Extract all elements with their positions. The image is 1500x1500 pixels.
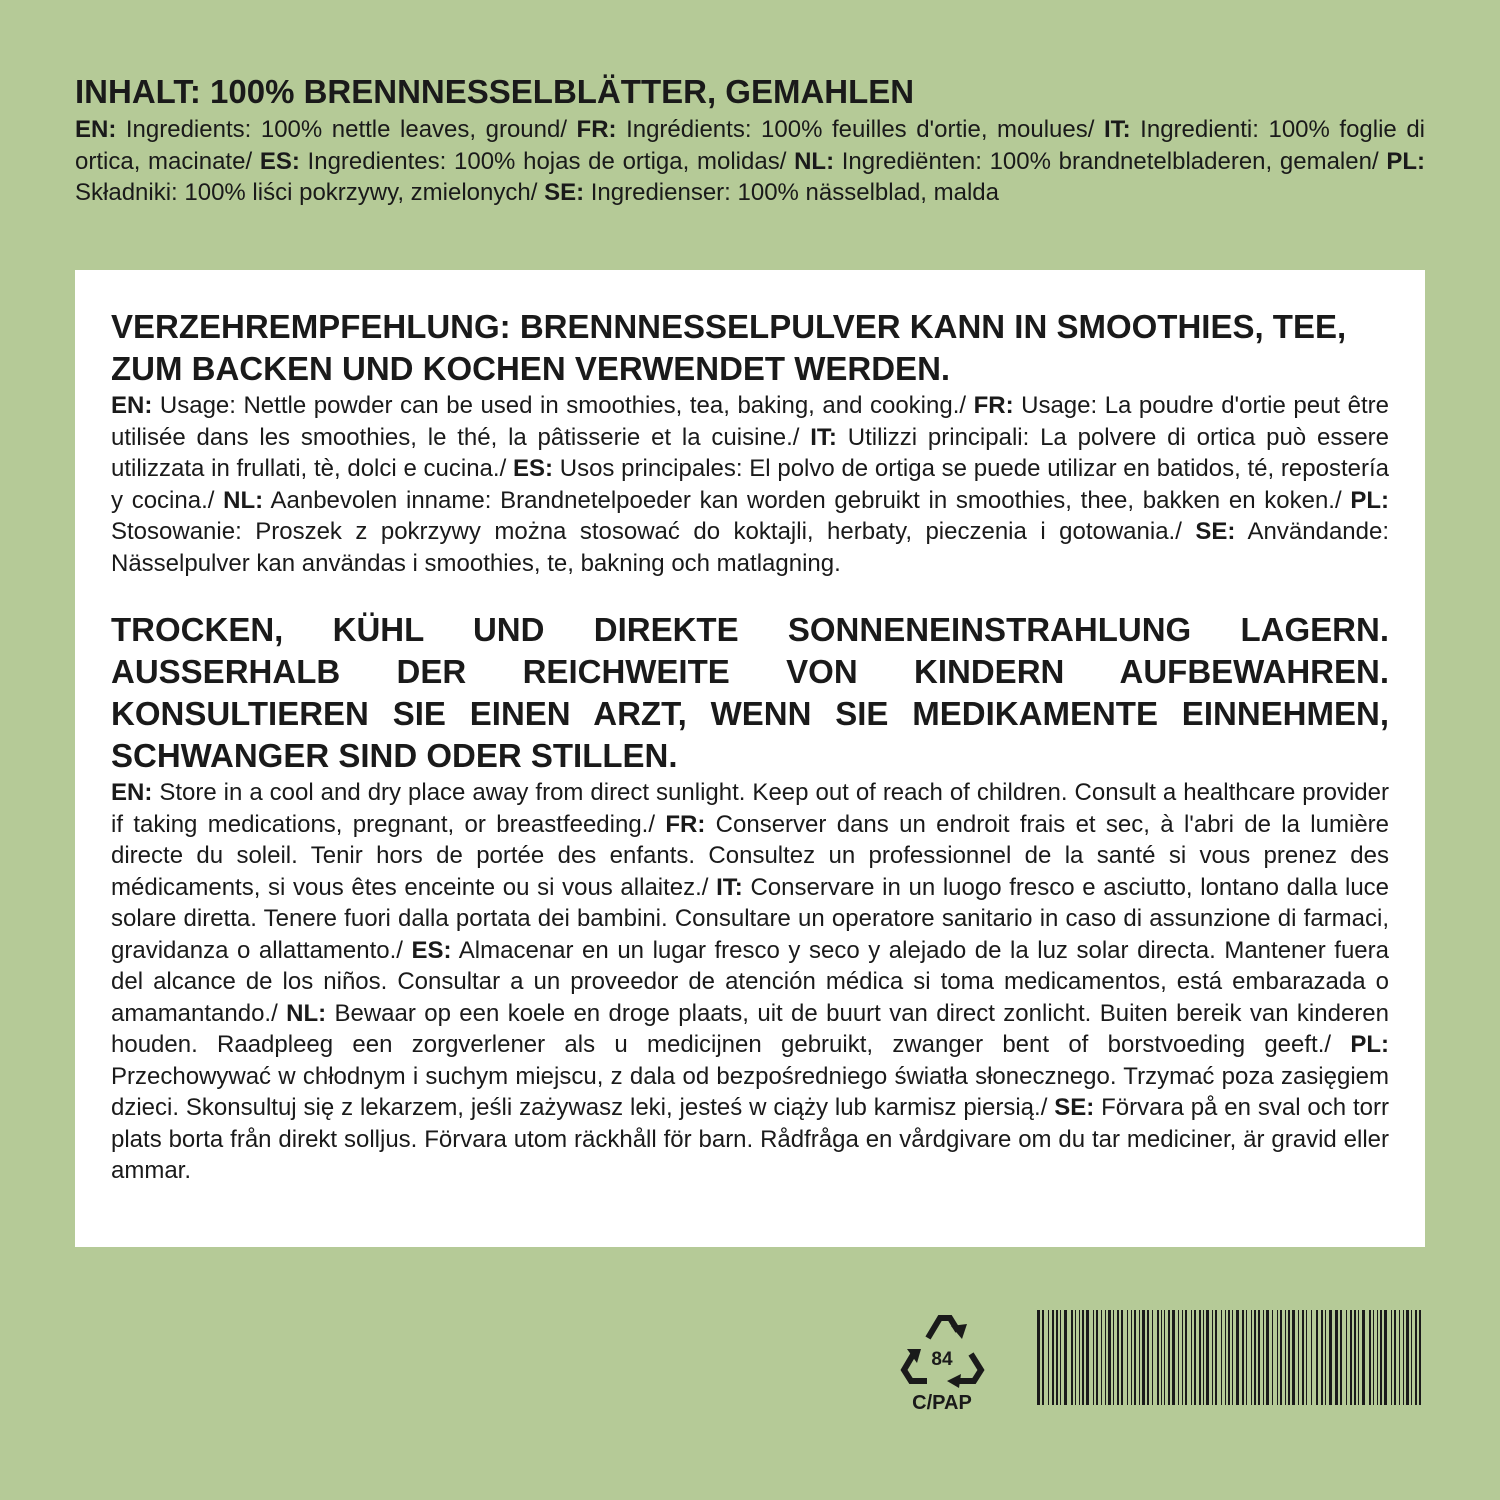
barcode-bar bbox=[1168, 1310, 1170, 1405]
translation-text: Förvara på en sval och torr plats borta från direkt solljus. Förvara utom räckhåll för barn. Rådfråga en vårdgivare om du tar mediciner, är gravid eller ammar. bbox=[111, 1094, 1389, 1184]
translation-text: Usage: La poudre d'ortie peut être utilisée dans les smoothies, le thé, la pâtisserie et la cuisine./ bbox=[111, 392, 1389, 451]
recycling-code: C/PAP bbox=[912, 1392, 972, 1414]
barcode-bar bbox=[1419, 1310, 1421, 1405]
barcode-bar bbox=[1292, 1310, 1295, 1405]
translation-text: Usage: Nettle powder can be used in smoothies, tea, baking, and cooking./ bbox=[152, 392, 974, 419]
barcode-bar bbox=[1199, 1310, 1201, 1405]
language-code: IT: bbox=[1103, 116, 1131, 143]
barcode-bar bbox=[1311, 1310, 1312, 1405]
barcode-bar bbox=[1403, 1310, 1404, 1405]
barcode-bar bbox=[1277, 1310, 1278, 1405]
translation-text: Store in a cool and dry place away from direct sunlight. Keep out of reach of children. Consult a healthcare provider if taking medications, pregnant, or breastfeeding./ bbox=[111, 779, 1389, 838]
barcode-bar bbox=[1369, 1310, 1371, 1405]
translation-text: Przechowywać w chłodnym i suchym miejscu, z dala od bezpośredniego światła słonecznego. Trzymać poza zasięgiem dzieci. Skonsultuj się z lekarzem, jeśli zażywasz leki, jesteś w ciąży lub karmisz piersią./ bbox=[111, 1062, 1389, 1121]
barcode-bar bbox=[1071, 1310, 1073, 1405]
barcode-bar bbox=[1406, 1310, 1409, 1405]
translation-text: Utilizzi principali: La polvere di ortica può essere utilizzata in frullati, tè, dolci e cucina./ bbox=[111, 423, 1390, 482]
barcode-bar bbox=[1350, 1310, 1352, 1405]
barcode-bar bbox=[1082, 1310, 1084, 1405]
barcode-bar bbox=[1215, 1310, 1217, 1405]
barcode-bar bbox=[1358, 1310, 1359, 1405]
barcode-bar bbox=[1242, 1310, 1244, 1405]
barcode-bar bbox=[1377, 1310, 1378, 1405]
barcode-bar bbox=[1228, 1310, 1230, 1405]
barcode-bar bbox=[1157, 1310, 1159, 1405]
language-code: SE: bbox=[1195, 518, 1236, 545]
translation-text: Stosowanie: Proszek z pokrzywy można stosować do koktajli, herbaty, pieczenia i gotowania./ bbox=[111, 518, 1196, 545]
info-card bbox=[75, 270, 1425, 1247]
storage-section bbox=[111, 609, 1389, 1187]
barcode-bar bbox=[1093, 1310, 1094, 1405]
barcode-bar bbox=[1380, 1310, 1382, 1405]
translation-text: Usos principales: El polvo de ortiga se puede utilizar en batidos, té, repostería y cocina./ bbox=[111, 455, 1389, 514]
barcode-bar bbox=[1206, 1310, 1209, 1405]
barcode-bar bbox=[1285, 1310, 1286, 1405]
barcode-bar bbox=[1079, 1310, 1080, 1405]
language-code: NL: bbox=[223, 486, 264, 514]
language-code: IT: bbox=[810, 423, 837, 451]
barcode-bar bbox=[1185, 1310, 1187, 1405]
barcode-bar bbox=[1340, 1310, 1342, 1405]
barcode-bar bbox=[1052, 1310, 1054, 1405]
barcode-bar bbox=[1164, 1310, 1165, 1405]
barcode-bar bbox=[1280, 1310, 1282, 1405]
language-code: SE: bbox=[544, 179, 585, 206]
barcode-bar bbox=[1105, 1310, 1106, 1405]
barcode-bar bbox=[1056, 1310, 1058, 1405]
language-code: PL: bbox=[1350, 1031, 1389, 1058]
barcode-bar bbox=[1251, 1310, 1252, 1405]
barcode-bar bbox=[1096, 1310, 1098, 1405]
packaging-footer bbox=[0, 1300, 1500, 1430]
barcode-bar bbox=[1127, 1310, 1128, 1405]
barcode-bar bbox=[1042, 1310, 1044, 1405]
translation-text: Conserver dans un endroit frais et sec, à l'abri de la lumière directe du soleil. Tenir hors de portée des enfants. Consultez un professionnel de la santé si vous prenez des médicaments, si vous êtes enceinte ou si vous allaitez./ bbox=[111, 810, 1390, 901]
barcode-bar bbox=[1399, 1310, 1400, 1405]
barcode-bar bbox=[1131, 1310, 1132, 1405]
barcode-bar bbox=[1060, 1310, 1061, 1405]
language-code: EN: bbox=[111, 779, 153, 806]
ingredients-section bbox=[75, 70, 1425, 209]
barcode-bar bbox=[1298, 1310, 1299, 1405]
language-code: EN: bbox=[111, 392, 153, 419]
translation-text: Ingredienti: 100% foglie di ortica, macinate/ bbox=[75, 116, 1425, 175]
barcode-bar bbox=[1121, 1310, 1123, 1405]
recycling-triangle-icon bbox=[895, 1308, 990, 1418]
barcode-bar bbox=[1272, 1310, 1273, 1405]
translation-text: Ingredients: 100% nettle leaves, ground/ bbox=[116, 116, 577, 143]
barcode-icon bbox=[1035, 1310, 1425, 1405]
translation-text: Bewaar op een koele en droge plaats, uit de buurt van direct zonlicht. Buiten bereik van kinderen houden. Raadpleeg een zorgverlener als u medicijnen gebruikt, zwanger bent of borstvoeding geeft./ bbox=[111, 999, 1389, 1058]
barcode-bar bbox=[1329, 1310, 1332, 1405]
language-code: EN: bbox=[75, 116, 117, 143]
language-code: FR: bbox=[576, 116, 617, 143]
storage-heading: TROCKEN, KÜHL UND DIREKTE SONNENEINSTRAHLUNG LAGERN. AUSSERHALB DER REICHWEITE VON KINDERN AUFBEWAHREN. KONSULTIEREN SIE EINEN ARZT, WENN SIE MEDIKAMENTE EINNEHMEN, SCHWANGER SIND ODER STILLEN. bbox=[111, 611, 1389, 774]
ingredients-translations bbox=[75, 114, 1425, 209]
barcode-bar bbox=[1258, 1310, 1260, 1405]
barcode-bar bbox=[1246, 1310, 1247, 1405]
barcode-bar bbox=[1266, 1310, 1269, 1405]
usage-section bbox=[111, 306, 1389, 579]
language-code: PL: bbox=[1350, 486, 1390, 514]
translation-text: Składniki: 100% liści pokrzywy, zmielonych/ bbox=[75, 179, 545, 206]
barcode-bar bbox=[1254, 1310, 1256, 1405]
barcode-bar bbox=[1152, 1310, 1153, 1405]
barcode-bar bbox=[1411, 1310, 1412, 1405]
language-code: ES: bbox=[411, 936, 452, 964]
language-code: NL: bbox=[286, 999, 327, 1027]
barcode-bar bbox=[1316, 1310, 1318, 1405]
language-code: PL: bbox=[1386, 147, 1425, 175]
barcode-bar bbox=[1134, 1310, 1136, 1405]
barcode-bar bbox=[1194, 1310, 1196, 1405]
barcode-bar bbox=[1172, 1310, 1175, 1405]
translation-text: Ingredienser: 100% nässelblad, malda bbox=[584, 179, 1000, 206]
barcode-bar bbox=[1373, 1310, 1374, 1405]
barcode-bar bbox=[1037, 1310, 1040, 1405]
language-code: IT: bbox=[716, 873, 743, 901]
translation-text: Ingredientes: 100% hojas de ortiga, molidas/ bbox=[299, 147, 795, 175]
barcode-bar bbox=[1302, 1310, 1304, 1405]
barcode-bar bbox=[1086, 1310, 1089, 1405]
barcode-bar bbox=[1354, 1310, 1356, 1405]
translation-text: Användande: Nässelpulver kan användas i smoothies, te, bakning och matlagning. bbox=[111, 518, 1389, 577]
barcode-bar bbox=[1232, 1310, 1233, 1405]
barcode-bar bbox=[1139, 1310, 1140, 1405]
storage-translations bbox=[111, 777, 1389, 1187]
barcode-bar bbox=[1161, 1310, 1162, 1405]
barcode-bar bbox=[1335, 1310, 1338, 1405]
translation-text: Conservare in un luogo fresco e asciutto, lontano dalla luce solare diretta. Tenere fuori dalla portata dei bambini. Consultare un operatore sanitario in caso di assunzione di farmaci, gravidanza o allattamento./ bbox=[111, 873, 1390, 964]
barcode-bar bbox=[1384, 1310, 1387, 1405]
barcode-bar bbox=[1391, 1310, 1392, 1405]
language-code: ES: bbox=[259, 147, 300, 175]
barcode-bar bbox=[1101, 1310, 1102, 1405]
language-code: ES: bbox=[512, 455, 553, 482]
barcode-bar bbox=[1117, 1310, 1119, 1405]
barcode-bar bbox=[1415, 1310, 1417, 1405]
language-code: SE: bbox=[1054, 1094, 1095, 1121]
barcode-bar bbox=[1048, 1310, 1049, 1405]
language-code: FR: bbox=[973, 392, 1014, 419]
barcode-bar bbox=[1147, 1310, 1149, 1405]
barcode-bar bbox=[1325, 1310, 1326, 1405]
barcode-bar bbox=[1225, 1310, 1226, 1405]
barcode-bar bbox=[1108, 1310, 1111, 1405]
translation-text: Almacenar en un lugar fresco y seco y alejado de la luz solar directa. Mantener fuera del alcance de los niños. Consultar a un proveedor de atención médica si toma medicamentos, está embarazada o amamantando./ bbox=[111, 936, 1389, 1027]
barcode-bar bbox=[1178, 1310, 1179, 1405]
barcode-bar bbox=[1191, 1310, 1192, 1405]
usage-translations bbox=[111, 390, 1389, 579]
barcode-bar bbox=[1212, 1310, 1213, 1405]
barcode-bar bbox=[1221, 1310, 1222, 1405]
barcode-bar bbox=[1288, 1310, 1290, 1405]
translation-text: Aanbevolen inname: Brandnetelpoeder kan worden gebruikt in smoothies, thee, bakken en koken./ bbox=[263, 486, 1351, 514]
usage-heading: VERZEHREMPFEHLUNG: BRENNNESSELPULVER KANN IN SMOOTHIES, TEE, ZUM BACKEN UND KOCHEN VERWENDET WERDEN. bbox=[111, 308, 1347, 387]
barcode-bar bbox=[1182, 1310, 1183, 1405]
barcode-bar bbox=[1346, 1310, 1347, 1405]
translation-text: Ingrediënten: 100% brandnetelbladeren, gemalen/ bbox=[834, 147, 1387, 175]
barcode-bar bbox=[1203, 1310, 1204, 1405]
barcode-bar bbox=[1362, 1310, 1365, 1405]
recycling-number: 84 bbox=[931, 1349, 953, 1370]
barcode-bar bbox=[1394, 1310, 1396, 1405]
language-code: NL: bbox=[794, 147, 835, 175]
ingredients-heading: INHALT: 100% BRENNNESSELBLÄTTER, GEMAHLEN bbox=[75, 73, 915, 110]
translation-text: Ingrédients: 100% feuilles d'ortie, moulues/ bbox=[616, 116, 1104, 143]
barcode-bar bbox=[1142, 1310, 1145, 1405]
language-code: FR: bbox=[665, 810, 706, 838]
barcode-bar bbox=[1075, 1310, 1076, 1405]
barcode-bar bbox=[1263, 1310, 1264, 1405]
barcode-bar bbox=[1321, 1310, 1323, 1405]
barcode-bar bbox=[1064, 1310, 1067, 1405]
barcode-bar bbox=[1113, 1310, 1114, 1405]
barcode-bar bbox=[1236, 1310, 1239, 1405]
barcode-bar bbox=[1306, 1310, 1307, 1405]
